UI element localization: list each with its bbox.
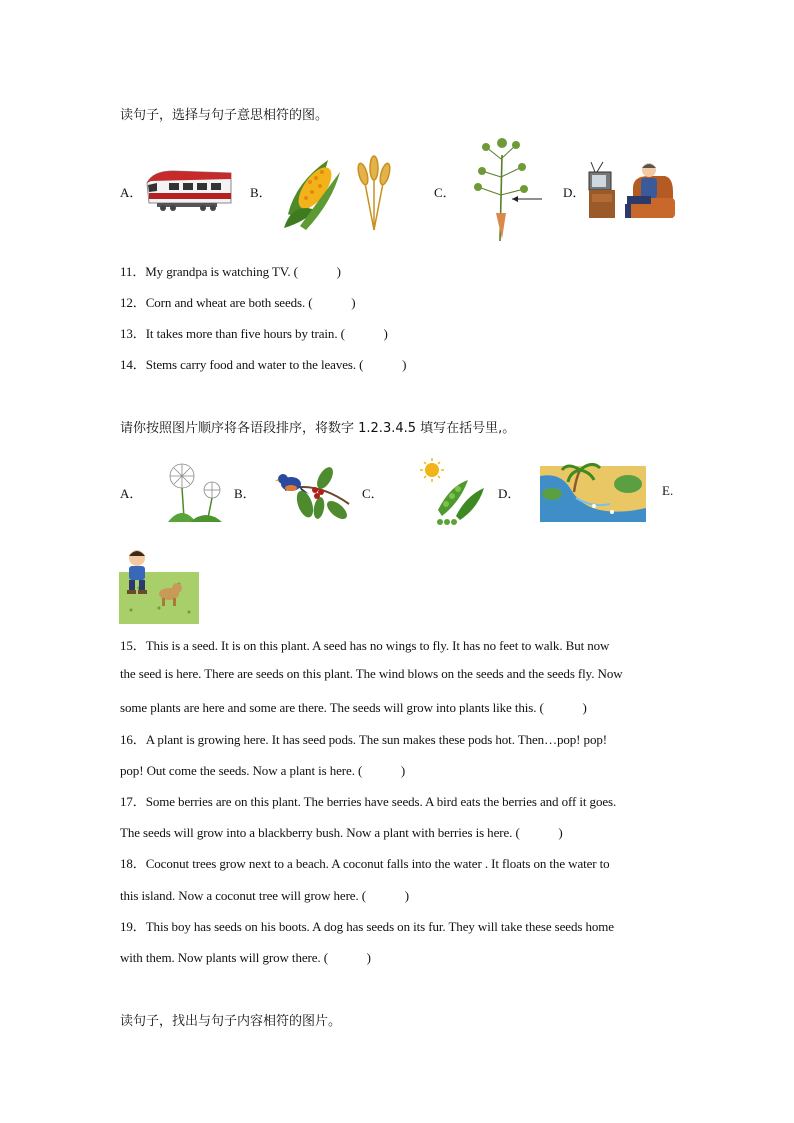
boy-and-dog-on-grass-picture bbox=[119, 548, 199, 624]
passage-15-line-1: 15．This is a seed. It is on this plant. A seed has no wings to fly. It has no feet to walk. But now bbox=[120, 638, 610, 653]
island-with-palm-tree-picture bbox=[540, 458, 646, 522]
passage-15-line-3: some plants are here and some are there. The seeds will grow into plants like this. ( ) bbox=[120, 700, 587, 715]
corn-and-wheat-picture bbox=[282, 152, 402, 232]
grandpa-watching-tv-picture bbox=[587, 158, 675, 222]
passage-15-line-2: the seed is here. There are seeds on this plant. The wind blows on the seeds and the seeds fly. Now bbox=[120, 666, 623, 681]
passage-17-line-1: 17．Some berries are on this plant. The berries have seeds. A bird eats the berries and off it goes. bbox=[120, 794, 617, 809]
dandelion-picture bbox=[160, 460, 226, 524]
passage-16-line-1: 16．A plant is growing here. It has seed pods. The sun makes these pods hot. Then…pop! pop! bbox=[120, 732, 607, 747]
passage-18-line-2: this island. Now a coconut tree will grow here. ( ) bbox=[120, 888, 409, 903]
question-12: 12．Corn and wheat are both seeds. ( ) bbox=[120, 295, 356, 310]
bird-on-berries-picture bbox=[275, 460, 353, 522]
option-c-label: C． bbox=[434, 185, 456, 200]
option-b-label: B． bbox=[250, 185, 272, 200]
option-a-label: A． bbox=[120, 185, 143, 200]
option-e-label-2: E. bbox=[662, 483, 674, 498]
passage-17-line-2: The seeds will grow into a blackberry bush. Now a plant with berries is here. ( ) bbox=[120, 825, 563, 840]
train-picture bbox=[143, 163, 235, 213]
sun-and-pea-pods-picture bbox=[416, 456, 488, 526]
section3-heading: 读句子，找出与句子内容相符的图片。 bbox=[120, 1014, 342, 1029]
question-13: 13．It takes more than five hours by train. ( ) bbox=[120, 326, 388, 341]
passage-19-line-2: with them. Now plants will grow there. ( ) bbox=[120, 950, 371, 965]
plant-with-stem-arrow-picture bbox=[460, 137, 542, 245]
passage-16-line-2: pop! Out come the seeds. Now a plant is here. ( ) bbox=[120, 763, 406, 778]
section1-heading: 读句子，选择与句子意思相符的图。 bbox=[120, 108, 329, 123]
option-d-label: D． bbox=[563, 185, 586, 200]
option-a-label-2: A． bbox=[120, 486, 143, 501]
option-d-label-2: D． bbox=[498, 486, 521, 501]
question-14: 14．Stems carry food and water to the leaves. ( ) bbox=[120, 357, 407, 372]
option-b-label-2: B． bbox=[234, 486, 256, 501]
passage-19-line-1: 19．This boy has seeds on his boots. A dog has seeds on its fur. They will take these seeds home bbox=[120, 919, 614, 934]
question-11: 11．My grandpa is watching TV. ( ) bbox=[120, 264, 341, 279]
section2-heading: 请你按照图片顺序将各语段排序，将数字 1.2.3.4.5 填写在括号里,。 bbox=[120, 421, 516, 436]
passage-18-line-1: 18．Coconut trees grow next to a beach. A coconut falls into the water . It floats on the water to bbox=[120, 856, 610, 871]
option-c-label-2: C． bbox=[362, 486, 384, 501]
